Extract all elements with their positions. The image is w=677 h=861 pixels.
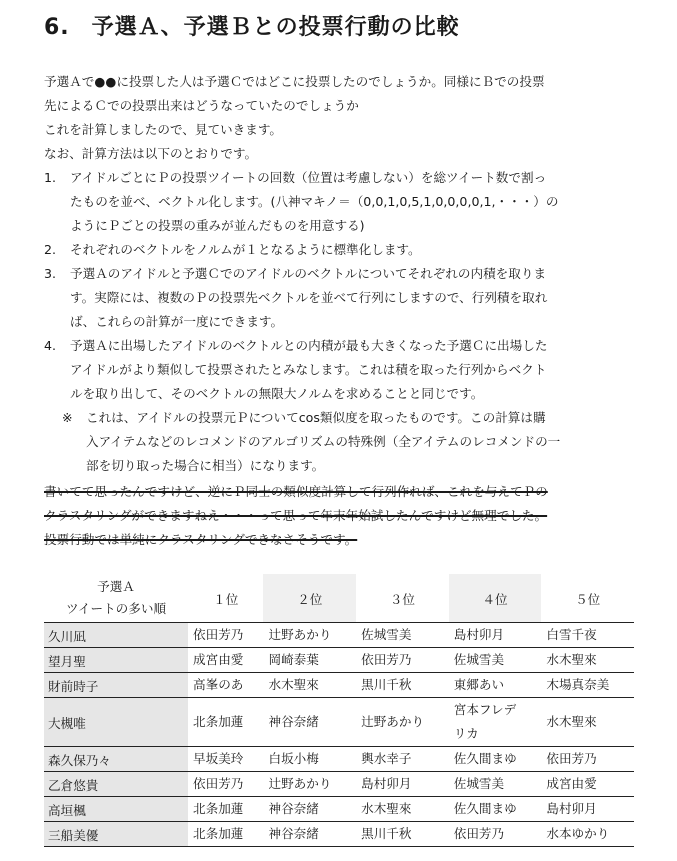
rank-cell (541, 698, 634, 747)
rank-cell (356, 623, 449, 648)
rank-cell-text: 北条加蓮 (193, 801, 244, 816)
rank-cell (263, 623, 356, 648)
struck-line: 投票行動では単純にクラスタリングできなさそうです。 (44, 532, 358, 547)
rank-cell-text: 高峯のあ (193, 677, 244, 692)
rank-cell (356, 772, 449, 797)
rank-cell-text: 黒川千秋 (361, 677, 412, 692)
header-cell-rank: ２位 (263, 574, 356, 623)
table-row (44, 772, 634, 797)
rank-cell-text: 島村卯月 (546, 801, 597, 816)
rank-cell-text: 水木聖來 (268, 677, 319, 692)
step-number: 4. (44, 338, 57, 353)
table-row (44, 698, 634, 747)
rank-cell (356, 648, 449, 673)
rank-cell-text: 依田芳乃 (193, 776, 244, 791)
rank-cell-text: 木場真奈美 (546, 677, 610, 692)
step-number: 1. (44, 170, 57, 185)
rank-cell (356, 822, 449, 847)
rank-cell-text: 辻野あかり (361, 714, 425, 729)
rank-cell-text: 佐久間まゆ (453, 751, 517, 766)
rank-cell-text: 宮本フレデ (453, 702, 517, 717)
step-text: 予選Ａに出場したアイドルのベクトルとの内積が最も大きくなった予選Ｃに出場した (70, 338, 548, 353)
rank-cell-text: 白坂小梅 (268, 751, 319, 766)
header-cell-rank: １位 (213, 591, 239, 607)
rank-cell-text: 成宮由愛 (546, 776, 597, 791)
idol-name-cell: 大槻唯 (44, 698, 188, 747)
step-text: それぞれのベクトルをノルムが１となるように標準化します。 (70, 242, 421, 257)
step-text: アイドルごとにＰの投票ツイートの回数（位置は考慮しない）を総ツイート数で割っ (70, 170, 547, 185)
step-number: 2. (44, 242, 57, 257)
rank-cell (263, 698, 356, 747)
rank-cell (188, 822, 263, 847)
note-text: 入アイテムなどのレコメンドのアルゴリズムの特殊例（全アイテムのレコメンドの一 (86, 434, 561, 449)
rank-cell-text: 依田芳乃 (361, 652, 412, 667)
page-heading (44, 10, 460, 41)
header-cell-rank: ４位 (449, 574, 542, 623)
table-row (44, 747, 634, 772)
intro-line: 先によるＣでの投票出来はどうなっていたのでしょうか (44, 98, 359, 113)
rank-cell-text: 東郷あい (453, 677, 505, 692)
rank-cell (356, 797, 449, 822)
rank-cell-text: 輿水幸子 (361, 751, 412, 766)
idol-name-cell: 久川凪 (44, 623, 188, 648)
step-text: す。実際には、複数のＰの投票先ベクトルを並べて行列にしますので、行列積を取れ (70, 290, 548, 305)
rank-cell-text: 島村卯月 (453, 627, 505, 642)
rank-cell-text: 佐久間まゆ (453, 801, 517, 816)
idol-name-cell: 乙倉悠貴 (44, 772, 188, 797)
note-mark: ※ (62, 410, 73, 425)
step-text: ルを取り出して、そのベクトルの無限大ノルムを求めることと同じです。 (70, 386, 484, 401)
rank-cell (449, 648, 542, 673)
idol-name-cell: 財前時子 (44, 673, 188, 698)
intro-line: 予選Ａで●●に投票した人は予選Ｃではどこに投票したのでしょうか。同様にＢでの投票 (44, 74, 545, 89)
rank-cell-text: 佐城雪美 (361, 627, 412, 642)
rank-cell (188, 648, 263, 673)
table-row (44, 623, 634, 648)
step-item (44, 334, 547, 358)
rank-cell-text: 北条加蓮 (193, 826, 244, 841)
rank-cell (541, 673, 634, 698)
rank-cell-text: 辻野あかり (268, 776, 332, 791)
rank-cell (541, 648, 634, 673)
rank-cell (449, 747, 542, 772)
table-row (44, 822, 634, 847)
rank-cell (263, 747, 356, 772)
step-text: ば、これらの計算が一度にできます。 (70, 314, 284, 329)
rank-cell (449, 673, 542, 698)
rank-cell-text: 依田芳乃 (453, 826, 505, 841)
note-text: 部を切り取った場合に相当）になります。 (86, 458, 325, 473)
idol-name-cell: 望月聖 (44, 648, 188, 673)
rank-cell-text: 早坂美玲 (193, 751, 244, 766)
heading-title: 予選Ａ、予選Ｂとの投票行動の比較 (91, 15, 460, 40)
rank-cell-text: 岡崎泰葉 (268, 652, 319, 667)
rank-cell (188, 797, 263, 822)
rank-cell-text: 依田芳乃 (193, 627, 244, 642)
step-text: たものを並べ、ベクトル化します。(八神マキノ＝（0,0,1,0,5,1,0,0,0,0,1,・・・）の (70, 194, 559, 209)
rank-cell (263, 797, 356, 822)
rank-cell (263, 648, 356, 673)
rank-cell (541, 623, 634, 648)
header-cell-qualifier (44, 574, 188, 623)
table-row (44, 797, 634, 822)
rank-cell-text: 神谷奈緒 (268, 826, 319, 841)
rank-cell (541, 822, 634, 847)
ranking-table (44, 574, 634, 847)
rank-cell (449, 623, 542, 648)
idol-name-cell: 高垣楓 (44, 797, 188, 822)
rank-cell (449, 822, 542, 847)
idol-name-cell: 森久保乃々 (44, 747, 188, 772)
rank-cell (356, 747, 449, 772)
intro-line: これを計算しましたので、見ていきます。 (44, 122, 283, 137)
note-line (62, 406, 546, 430)
rank-cell-text: 依田芳乃 (546, 751, 597, 766)
rank-cell (541, 772, 634, 797)
header-cell-rank: ３位 (389, 591, 415, 607)
rank-cell-text: 島村卯月 (361, 776, 412, 791)
table-row (44, 673, 634, 698)
step-item (44, 262, 546, 286)
step-item (44, 238, 421, 262)
rank-cell-text: 北条加蓮 (193, 714, 244, 729)
rank-cell (188, 623, 263, 648)
step-number: 3. (44, 266, 57, 281)
header-cell-rank: ５位 (575, 591, 601, 607)
rank-cell-text: 黒川千秋 (361, 826, 412, 841)
heading-number: 6. (44, 15, 70, 40)
rank-cell-text: 水本ゆかり (546, 826, 610, 841)
rank-cell-text: 辻野あかり (268, 627, 332, 642)
rank-cell-text: 水木聖來 (546, 652, 597, 667)
rank-cell-text: 神谷奈緒 (268, 801, 319, 816)
rank-cell-text: 佐城雪美 (453, 652, 505, 667)
step-item (44, 166, 546, 190)
rank-cell (356, 698, 449, 747)
note-text: これは、アイドルの投票元Ｐについてcos類似度を取ったものです。この計算は購 (86, 410, 546, 425)
step-text: 予選Ａのアイドルと予選Ｃでのアイドルのベクトルについてそれぞれの内積を取りま (70, 266, 547, 281)
rank-cell (541, 747, 634, 772)
header-qualifier-sub: ツイートの多い順 (65, 601, 167, 616)
rank-cell (188, 698, 263, 747)
table-row (44, 648, 634, 673)
step-text: ようにＰごとの投票の重みが並んだものを用意する) (70, 218, 365, 233)
rank-cell (356, 673, 449, 698)
rank-cell-text: 佐城雪美 (453, 776, 505, 791)
rank-cell-text: 成宮由愛 (193, 652, 244, 667)
rank-cell (449, 772, 542, 797)
rank-cell (188, 772, 263, 797)
rank-cell-text: リカ (453, 726, 479, 741)
rank-cell (188, 747, 263, 772)
step-text: アイドルがより類似して投票されたとみなします。これは積を取った行列からベクト (70, 362, 547, 377)
struck-line: 書いてて思ったんですけど、逆にＰ同士の類似度計算して行列作れば、これを与えてＰの (44, 484, 548, 499)
struck-line: クラスタリングができますねえ・・・って思って年末年始試したんですけど無理でした。 (44, 508, 548, 523)
idol-name-cell: 三船美優 (44, 822, 188, 847)
intro-line: なお、計算方法は以下のとおりです。 (44, 146, 258, 161)
rank-cell (263, 772, 356, 797)
rank-cell-text: 水木聖來 (361, 801, 412, 816)
rank-cell (263, 822, 356, 847)
rank-cell (449, 797, 542, 822)
rank-cell-text: 神谷奈緒 (268, 714, 319, 729)
table-header-row (44, 574, 634, 623)
rank-cell (541, 797, 634, 822)
rank-cell (188, 673, 263, 698)
rank-cell-text: 水木聖來 (546, 714, 597, 729)
header-qualifier-label: 予選Ａ (97, 579, 135, 594)
rank-cell (449, 698, 542, 747)
rank-cell (263, 673, 356, 698)
rank-cell-text: 白雪千夜 (546, 627, 597, 642)
